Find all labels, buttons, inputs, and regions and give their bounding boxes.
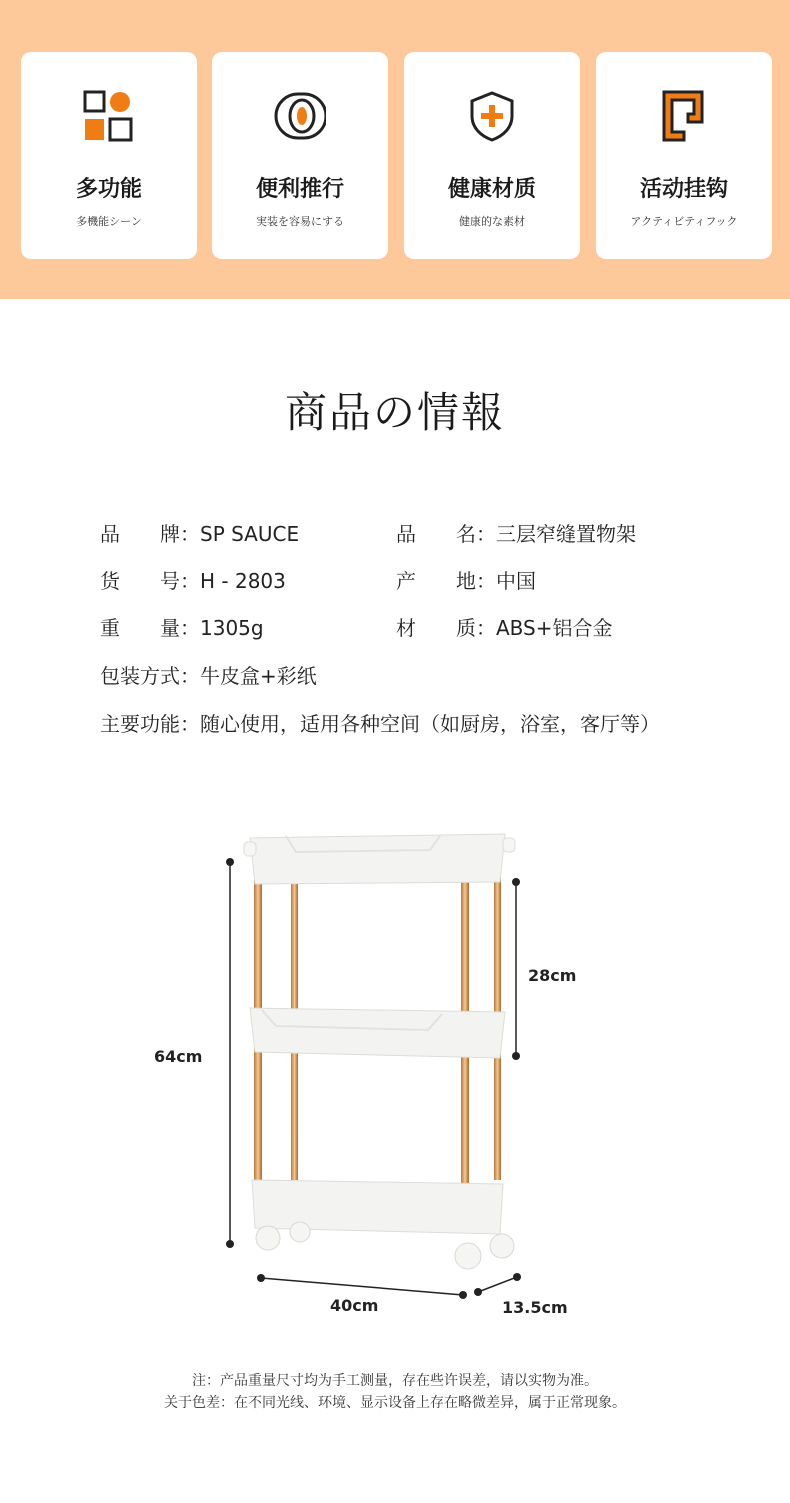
spec-value: SP SAUCE xyxy=(200,522,300,546)
spec-label: 材 质 xyxy=(396,616,476,640)
measurement-note: 注：产品重量尺寸均为手工测量，存在些许误差，请以实物为准。 xyxy=(192,1373,598,1389)
spec-value: 牛皮盒+彩纸 xyxy=(200,664,317,688)
feature-card-rolling xyxy=(212,52,388,259)
spec-colon: ： xyxy=(180,522,200,546)
product-diagram xyxy=(0,820,790,1350)
spec-brand xyxy=(100,518,299,547)
spec-packing xyxy=(100,660,317,689)
cart-illustration xyxy=(0,820,790,1350)
feature-title: 健康材质 xyxy=(447,177,536,202)
spec-colon: ： xyxy=(180,664,200,688)
dimension-shelf-gap-label: 28cm xyxy=(528,966,577,985)
spec-name xyxy=(396,518,636,547)
spec-label: 主要功能 xyxy=(100,712,180,736)
shield-plus-icon xyxy=(466,90,518,142)
spec-colon: ： xyxy=(476,569,496,593)
hook-icon xyxy=(658,90,710,142)
spec-label: 品 牌 xyxy=(100,522,180,546)
spec-colon: ： xyxy=(476,522,496,546)
feature-card-multifunction xyxy=(21,52,197,259)
spec-label: 包装方式 xyxy=(100,664,180,688)
spec-value: ABS+铝合金 xyxy=(496,616,613,640)
feature-title: 便利推行 xyxy=(255,177,344,202)
feature-card-hook xyxy=(596,52,772,259)
spec-value: 1305g xyxy=(200,616,264,640)
spec-label: 产 地 xyxy=(396,569,476,593)
spec-value: 三层窄缝置物架 xyxy=(496,522,636,546)
feature-subtitle: 健康的な素材 xyxy=(459,215,525,228)
dimension-height-label: 64cm xyxy=(154,1047,203,1066)
feature-subtitle: 実装を容易にする xyxy=(256,215,344,228)
feature-band xyxy=(0,0,790,299)
feature-title: 活动挂钩 xyxy=(639,177,728,202)
spec-colon: ： xyxy=(180,712,200,736)
spec-origin xyxy=(396,565,536,594)
spec-label: 重 量 xyxy=(100,616,180,640)
color-note: 关于色差：在不同光线、环境、显示设备上存在略微差异，属于正常现象。 xyxy=(164,1395,626,1411)
section-title: 商品の情報 xyxy=(284,388,505,437)
spec-colon: ： xyxy=(476,616,496,640)
spec-label: 品 名 xyxy=(396,522,476,546)
spec-function xyxy=(100,708,660,737)
feature-card-material xyxy=(404,52,580,259)
wheel-icon xyxy=(274,90,326,142)
spec-weight xyxy=(100,612,264,641)
spec-material xyxy=(396,612,613,641)
spec-model xyxy=(100,565,286,594)
dimension-width-label: 40cm xyxy=(330,1296,379,1315)
feature-subtitle: アクティビティフック xyxy=(630,215,738,228)
spec-value: H - 2803 xyxy=(200,569,286,593)
feature-title: 多功能 xyxy=(75,177,142,202)
grid-icon xyxy=(83,90,135,142)
spec-label: 货 号 xyxy=(100,569,180,593)
feature-subtitle: 多機能シーン xyxy=(76,215,142,228)
spec-value: 随心使用，适用各种空间（如厨房，浴室，客厅等） xyxy=(200,712,660,736)
spec-colon: ： xyxy=(180,616,200,640)
dimension-depth-label: 13.5cm xyxy=(502,1298,568,1317)
spec-value: 中国 xyxy=(496,569,536,593)
spec-colon: ： xyxy=(180,569,200,593)
